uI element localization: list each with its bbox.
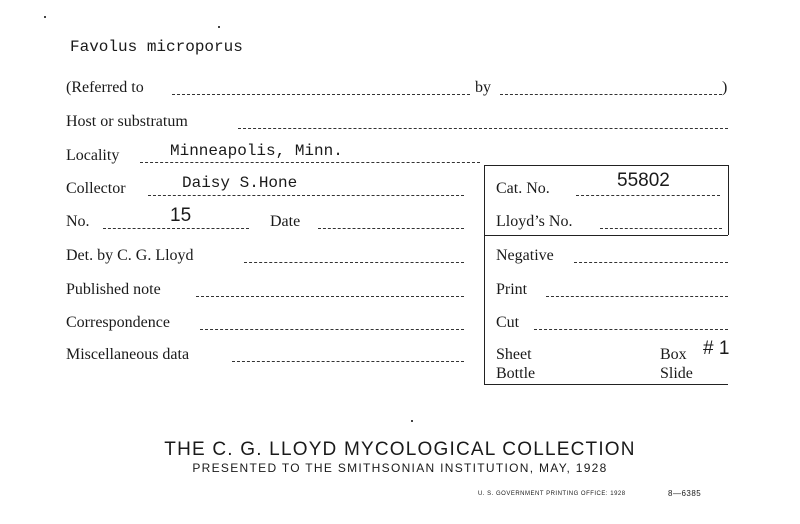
box-value: # 1: [703, 338, 730, 359]
lloyd-label: Lloyd’s No.: [496, 213, 573, 230]
box-label: Box: [660, 346, 687, 363]
printer-imprint: U. S. GOVERNMENT PRINTING OFFICE: 1928: [478, 491, 626, 497]
published-line: [196, 296, 464, 297]
collector-label: Collector: [66, 180, 126, 197]
referred-to-label: (Referred to: [66, 79, 144, 96]
cut-line: [534, 329, 728, 330]
slide-label: Slide: [660, 365, 693, 382]
bottle-label: Bottle: [496, 365, 536, 382]
collection-title: THE C. G. LLOYD MYCOLOGICAL COLLECTION: [164, 439, 636, 460]
det-label: Det. by C. G. Lloyd: [66, 247, 194, 264]
by-label: by: [475, 79, 491, 96]
speck: [411, 420, 413, 422]
box-divider: [484, 235, 728, 236]
speck: [44, 16, 46, 18]
sheet-label: Sheet: [496, 346, 532, 363]
date-label: Date: [270, 213, 301, 230]
specimen-name: Favolus microporus: [70, 38, 243, 56]
collector-value: Daisy S.Hone: [182, 174, 298, 192]
speck: [218, 26, 220, 28]
locality-label: Locality: [66, 147, 120, 164]
cat-line: [576, 195, 720, 196]
lloyd-line: [600, 228, 722, 229]
box-top-border: [484, 165, 728, 166]
no-value: 15: [170, 205, 192, 226]
locality-line: [140, 162, 480, 163]
form-number: 8—6385: [668, 489, 702, 498]
no-label: No.: [66, 213, 90, 230]
misc-line: [232, 361, 464, 362]
no-line: [103, 228, 249, 229]
correspondence-line: [200, 329, 464, 330]
host-label: Host or substratum: [66, 113, 188, 130]
date-line: [318, 228, 464, 229]
cut-label: Cut: [496, 314, 520, 331]
published-label: Published note: [66, 281, 161, 298]
collector-line: [148, 195, 464, 196]
negative-label: Negative: [496, 247, 554, 264]
misc-label: Miscellaneous data: [66, 346, 190, 363]
close-paren: ): [722, 79, 728, 96]
print-line: [546, 296, 728, 297]
box-bottom-border: [484, 384, 728, 385]
print-label: Print: [496, 281, 528, 298]
host-line: [238, 128, 728, 129]
by-line: [500, 94, 722, 95]
negative-line: [574, 262, 728, 263]
locality-value: Minneapolis, Minn.: [170, 142, 343, 160]
collection-subtitle: PRESENTED TO THE SMITHSONIAN INSTITUTION, MAY, 1928: [192, 461, 608, 475]
cat-label: Cat. No.: [496, 180, 550, 197]
box-right-border: [728, 165, 729, 235]
correspondence-label: Correspondence: [66, 314, 170, 331]
det-line: [244, 262, 464, 263]
referred-to-line: [172, 94, 470, 95]
box-left-border: [484, 165, 485, 384]
cat-value: 55802: [617, 170, 670, 191]
